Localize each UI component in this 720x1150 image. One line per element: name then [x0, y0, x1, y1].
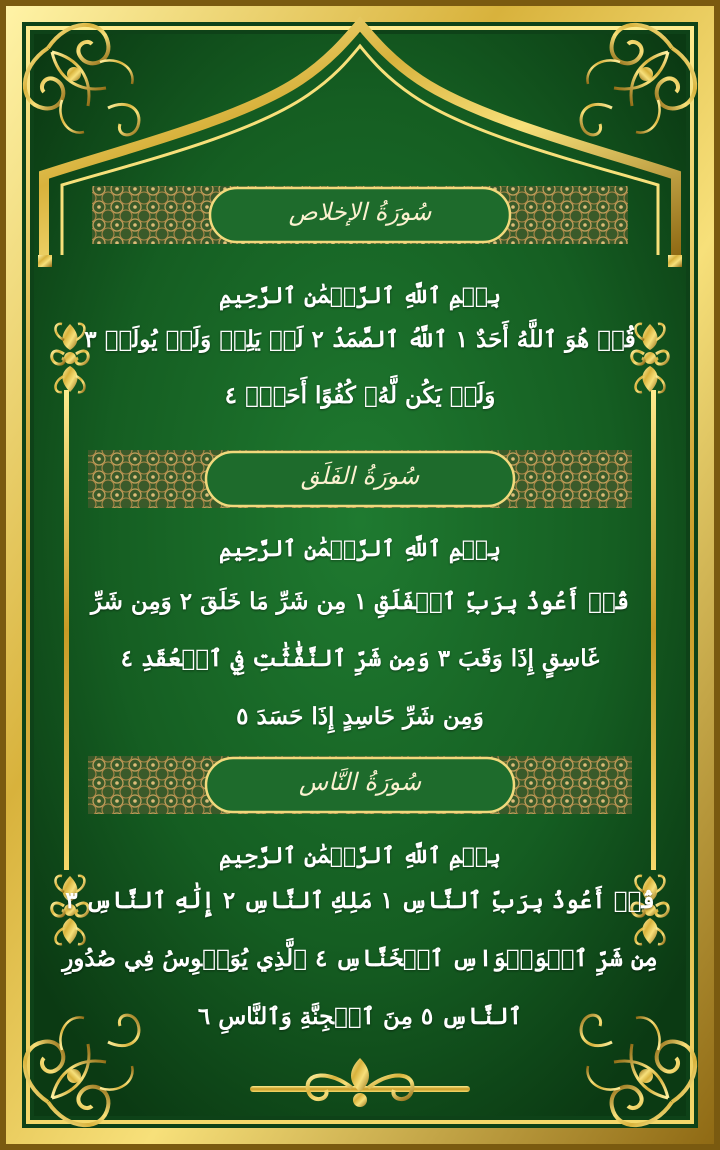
surah-falaq-line-3: وَمِن شَرِّ حَاسِدٍ إِذَا حَسَدَ ٥: [236, 703, 484, 730]
surah-nas-line-3: ٱلنَّاسِ ٥ مِنَ ٱلۡجِنَّةِ وَٱلنَّاسِ ٦: [197, 1003, 523, 1030]
surah-nas-line-1: قُلۡ أَعُوذُ بِرَبِّ ٱلنَّاسِ ١ مَلِكِ ٱلنَّاسِ ٢ إِلَٰهِ ٱلنَّاسِ ٣: [65, 887, 655, 914]
surah-ikhlas-line-2: وَلَمۡ يَكُن لَّهُۥ كُفُوًا أَحَدُۢ ٤: [224, 382, 496, 409]
surah-ikhlas-basmala: بِسۡمِ ٱللَّهِ ٱلرَّحۡمَٰنِ ٱلرَّحِيمِ: [218, 283, 502, 309]
surah-nas-title: سُورَةُ النَّاس: [298, 768, 422, 796]
surah-ikhlas-line-1: قُلۡ هُوَ ٱللَّهُ أَحَدٌ ١ ٱللَّهُ ٱلصَّمَدُ ٢ لَمۡ يَلِدۡ وَلَمۡ يُولَدۡ ٣: [84, 326, 636, 353]
surah-falaq-line-1: قُلۡ أَعُوذُ بِرَبِّ ٱلۡفَلَقِ ١ مِن شَرِّ مَا خَلَقَ ٢ وَمِن شَرِّ: [90, 588, 630, 615]
surah-falaq-title: سُورَةُ الفَلَق: [300, 462, 420, 490]
surah-falaq-line-2: غَاسِقٍ إِذَا وَقَبَ ٣ وَمِن شَرِّ ٱلنَّفَّٰثَٰتِ فِي ٱلۡعُقَدِ ٤: [120, 645, 600, 672]
surah-nas-line-2: مِن شَرِّ ٱلۡوَسۡوَاسِ ٱلۡخَنَّاسِ ٤ ٱلَّذِي يُوَسۡوِسُ فِي صُدُورِ: [62, 945, 658, 972]
surah-ikhlas-title: سُورَةُ الإخلاص: [288, 198, 432, 226]
surah-nas-basmala: بِسۡمِ ٱللَّهِ ٱلرَّحۡمَٰنِ ٱلرَّحِيمِ: [218, 843, 502, 869]
surah-falaq-basmala: بِسۡمِ ٱللَّهِ ٱلرَّحۡمَٰنِ ٱلرَّحِيمِ: [218, 536, 502, 562]
